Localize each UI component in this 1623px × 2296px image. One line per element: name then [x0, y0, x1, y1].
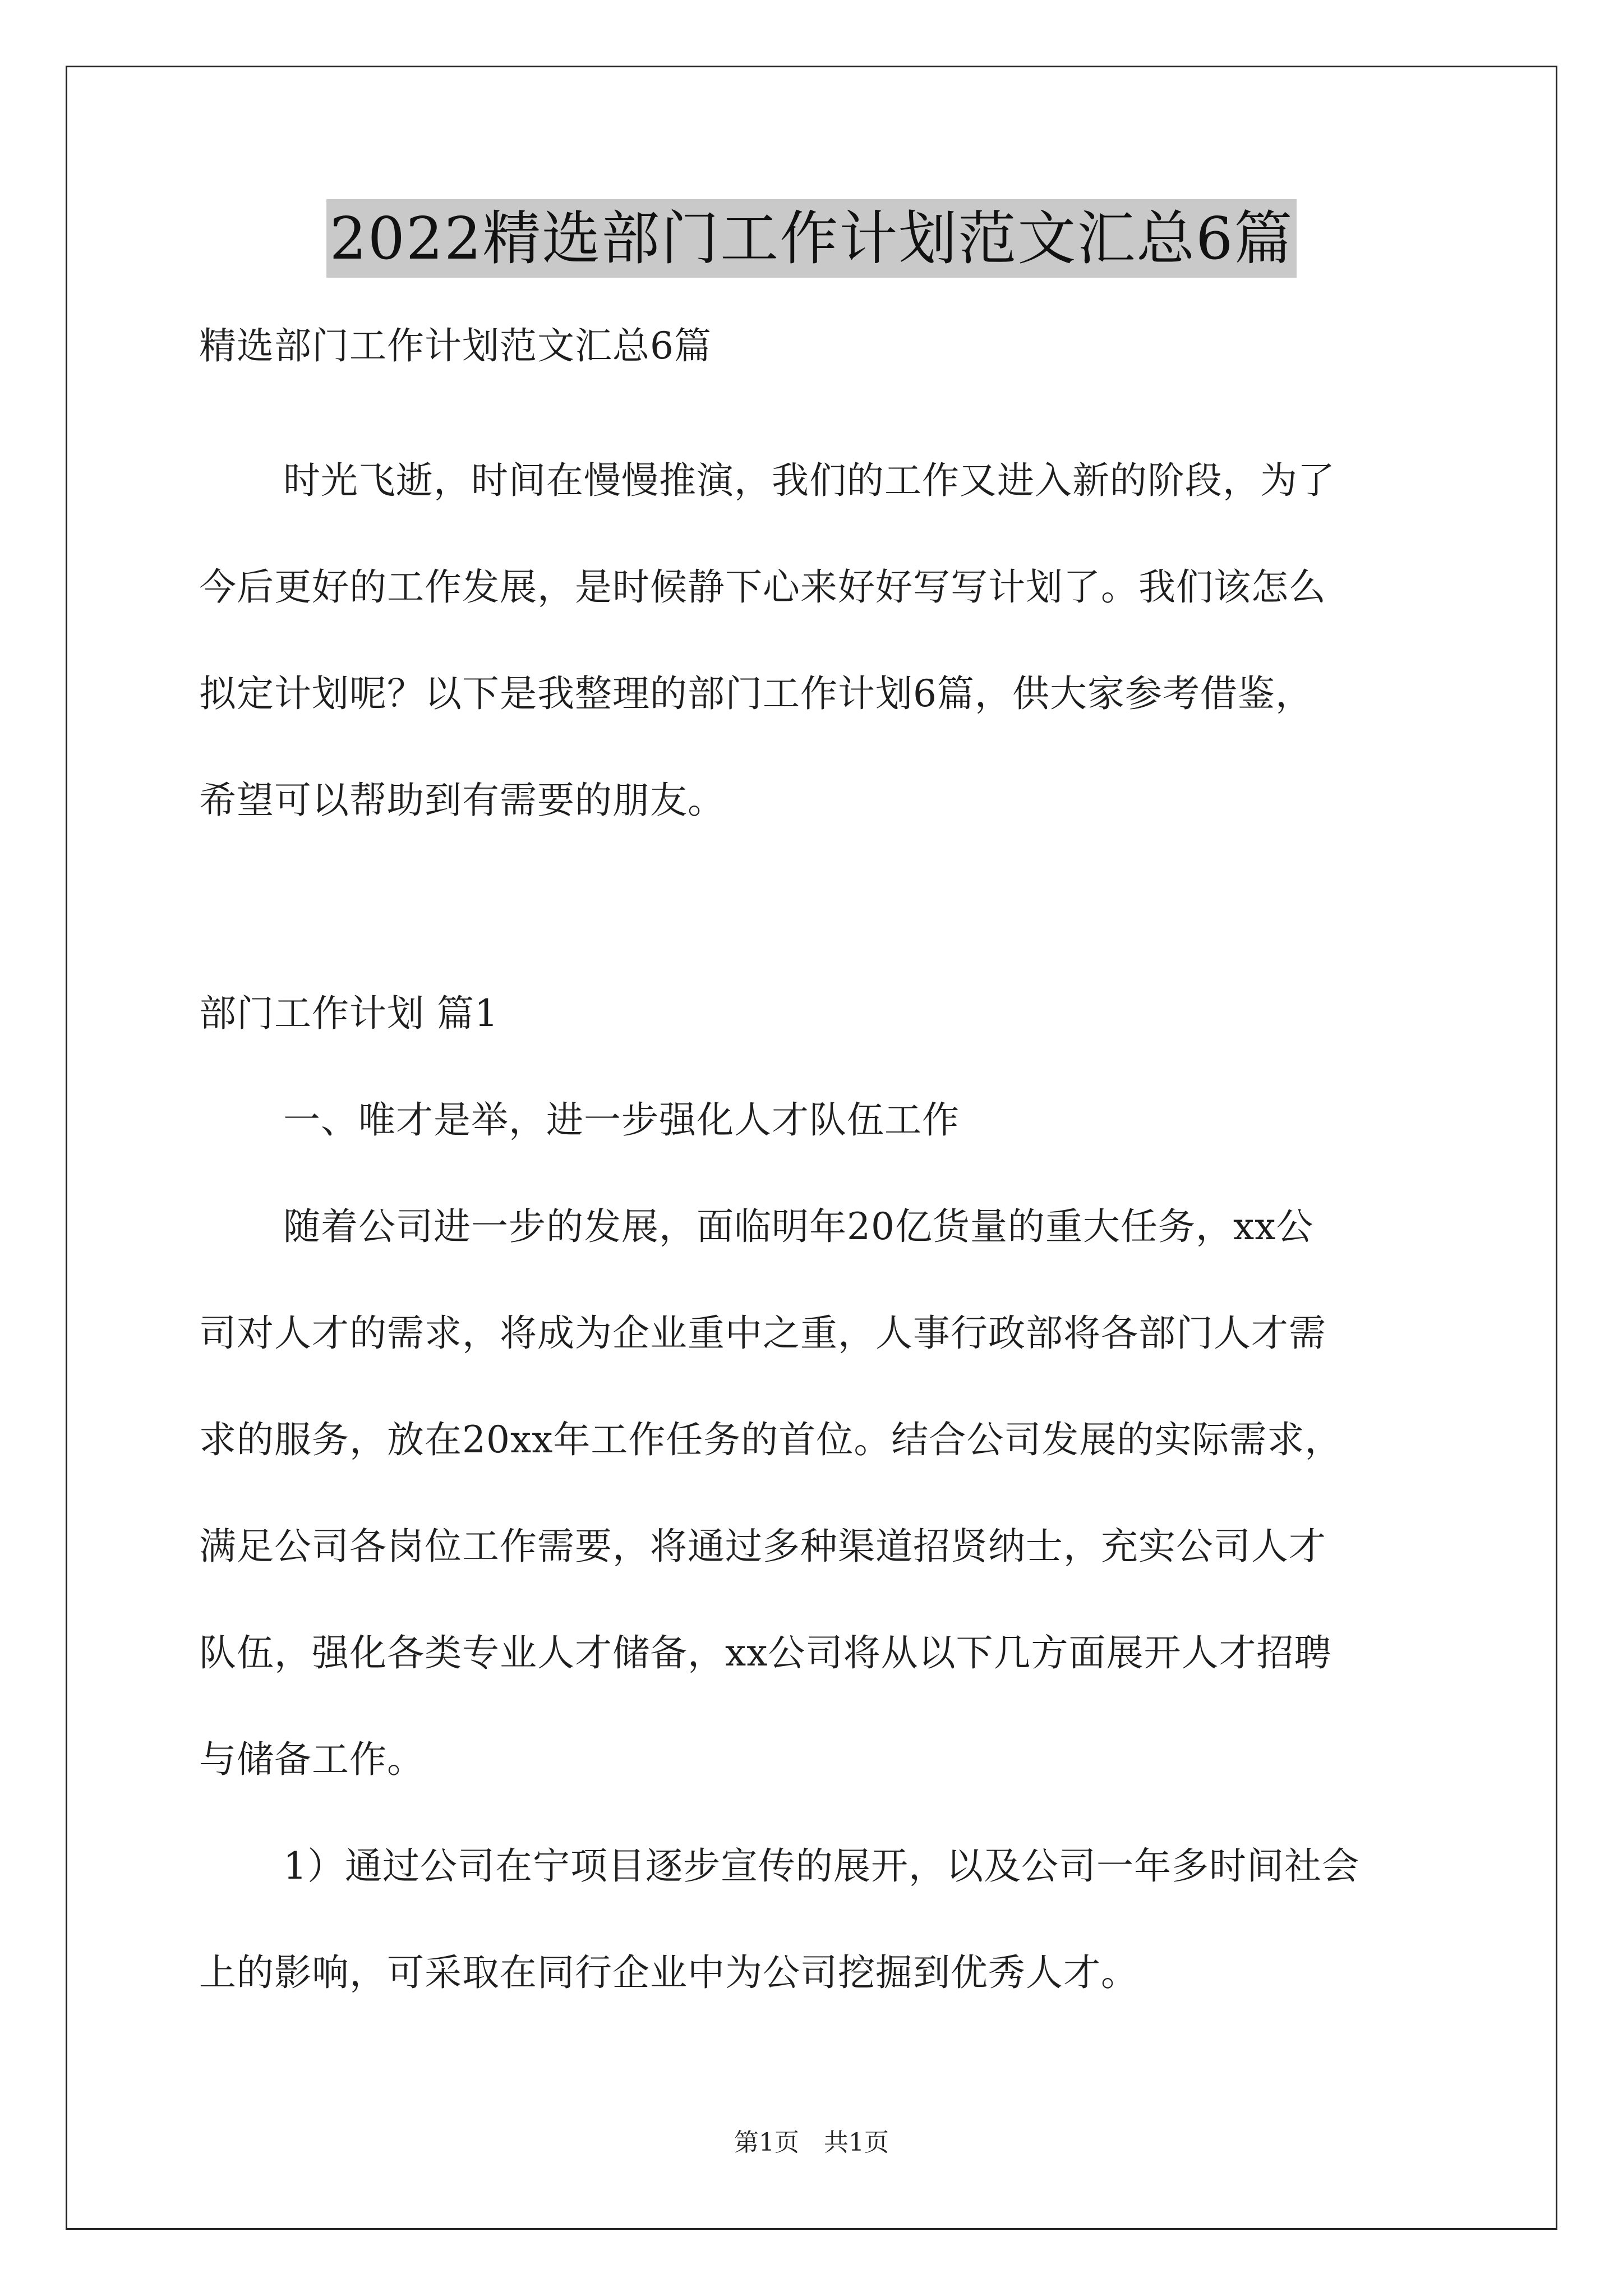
body-line: 队伍，强化各类专业人才储备，xx公司将从以下几方面展开人才招聘 — [199, 1631, 1332, 1674]
body-line: 随着公司进一步的发展，面临明年20亿货量的重大任务，xx公 — [283, 1205, 1314, 1248]
body-line: 时光飞逝，时间在慢慢推演，我们的工作又进入新的阶段，为了 — [283, 459, 1335, 502]
body-line: 拟定计划呢？以下是我整理的部门工作计划6篇，供大家参考借鉴， — [199, 672, 1313, 715]
page-border — [66, 66, 1557, 2230]
title-container — [0, 199, 1623, 278]
page-footer: 第1页 共1页 — [734, 2128, 889, 2157]
body-line: 上的影响，可采取在同行企业中为公司挖掘到优秀人才。 — [199, 1951, 1138, 1994]
body-line: 今后更好的工作发展，是时候静下心来好好写写计划了。我们该怎么 — [199, 565, 1326, 609]
body-line: 希望可以帮助到有需要的朋友。 — [199, 779, 725, 822]
body-line: 司对人才的需求，将成为企业重中之重，人事行政部将各部门人才需 — [199, 1312, 1326, 1355]
body-line: 与储备工作。 — [199, 1738, 425, 1781]
section-heading: 部门工作计划 篇1 — [199, 992, 499, 1035]
document-title: 2022精选部门工作计划范文汇总6篇 — [326, 199, 1297, 278]
subtitle-line: 精选部门工作计划范文汇总6篇 — [199, 324, 712, 367]
subsection-heading: 一、唯才是举，进一步强化人才队伍工作 — [283, 1098, 960, 1142]
body-line: 满足公司各岗位工作需要，将通过多种渠道招贤纳士，充实公司人才 — [199, 1525, 1326, 1568]
body-line: 1）通过公司在宁项目逐步宣传的展开，以及公司一年多时间社会 — [283, 1844, 1359, 1888]
body-line: 求的服务，放在20xx年工作任务的首位。结合公司发展的实际需求， — [199, 1418, 1343, 1461]
